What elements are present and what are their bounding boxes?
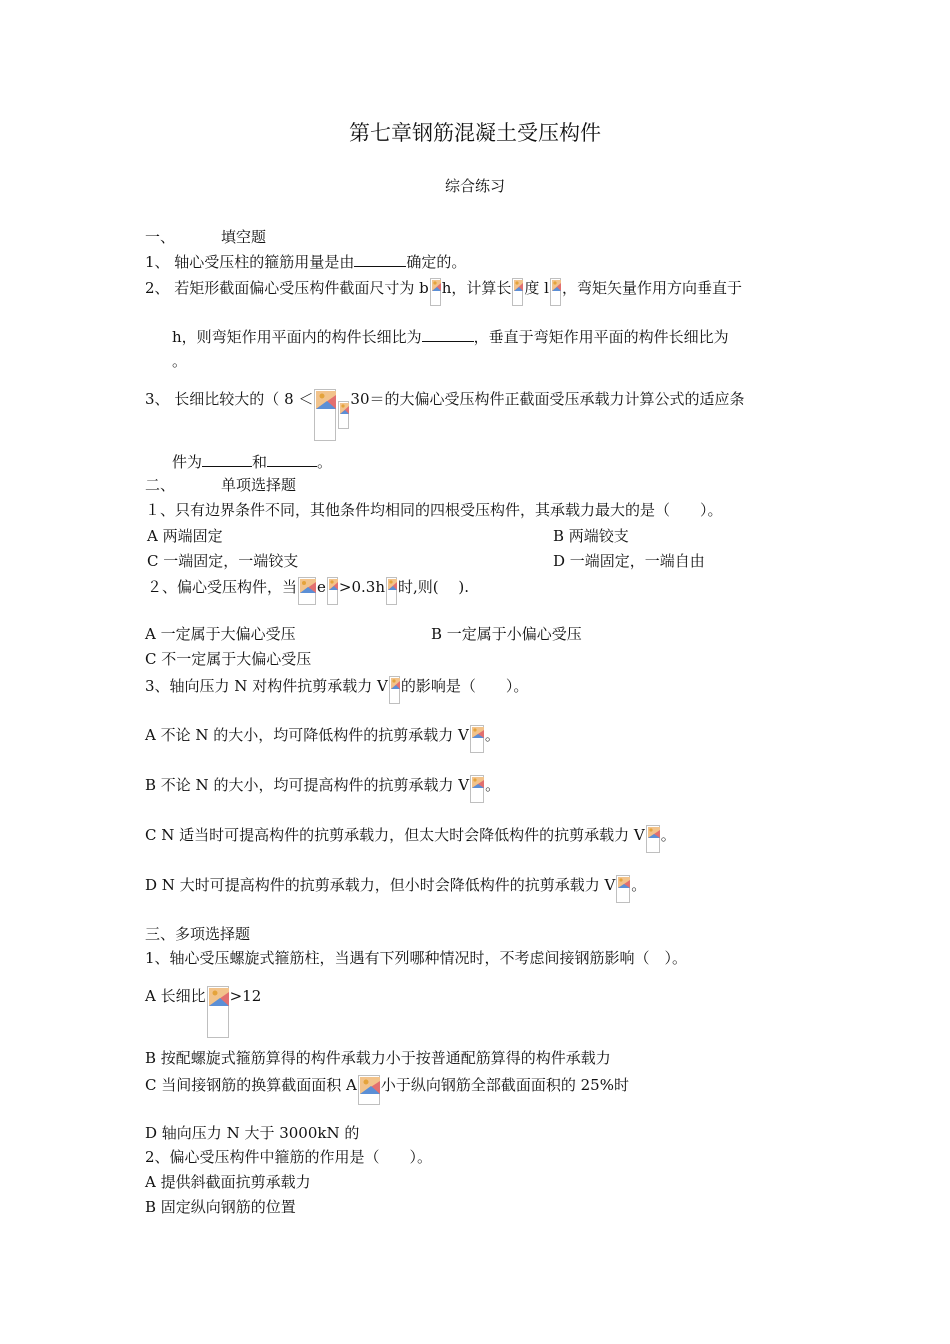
blank-line xyxy=(354,251,406,267)
period: 。 xyxy=(484,726,500,744)
section-1-heading xyxy=(145,227,266,247)
s1-q3-text-b: 30＝的大偏心受压构件正截面受压承载力计算公式的适应条 xyxy=(350,390,745,408)
broken-image-icon xyxy=(512,278,523,306)
s3-q2-option-a: A 提供斜截面抗剪承载力 xyxy=(145,1173,311,1191)
s1-q1 xyxy=(145,251,466,272)
broken-image-icon xyxy=(314,389,336,441)
s1-q3-line1 xyxy=(145,389,745,441)
broken-image-icon xyxy=(358,1075,380,1105)
s1-q3-text: 3、 长细比较大的（ 8 ＜ xyxy=(145,390,314,408)
page-subtitle: 综合练习 xyxy=(444,177,505,195)
broken-image-icon xyxy=(298,577,316,605)
s1-q2-text-b: h，计算长 xyxy=(441,279,512,297)
s2-q3-option-b xyxy=(145,775,500,803)
s1-q2-text: 2、 若矩形截面偏心受压构件截面尺寸为 b xyxy=(145,279,429,297)
s1-q3-line2 xyxy=(172,451,332,472)
s1-q2-line2 xyxy=(172,326,729,347)
s2-q3-text: 3、轴向压力 N 对构件抗剪承载力 V xyxy=(145,677,388,695)
s1-q1-text: 1、 轴心受压柱的箍筋用量是由 xyxy=(145,253,355,271)
s2-q2-text: ２、偏心受压构件，当 xyxy=(147,578,298,596)
s2-q3-option-d-text: D N 大时可提高构件的抗剪承载力，但小时会降低构件的抗剪承载力 V xyxy=(145,876,616,894)
s3-q1-option-c-text: C 当间接钢筋的换算截面面积 A xyxy=(145,1076,357,1094)
s3-q1-option-c xyxy=(145,1075,629,1105)
s2-q3-option-d xyxy=(145,875,646,903)
broken-image-icon xyxy=(327,577,338,605)
section-2-number: 二、 xyxy=(145,476,176,494)
s2-q1-stem: １、只有边界条件不同，其他条件均相同的四根受压构件，其承载力最大的是（ ）。 xyxy=(145,501,723,519)
broken-image-icon xyxy=(338,401,349,429)
section-3-heading: 三、多项选择题 xyxy=(145,925,251,943)
blank-line xyxy=(422,326,474,342)
section-1-number: 一、 xyxy=(145,228,176,246)
section-2-heading xyxy=(145,475,296,495)
s3-q1-option-a-text-b: >12 xyxy=(229,987,262,1005)
s2-q3-text-b: 的影响是（ ）。 xyxy=(400,677,529,695)
broken-image-icon xyxy=(550,278,561,306)
s3-q1-option-b: B 按配螺旋式箍筋算得的构件承载力小于按普通配筋算得的构件承载力 xyxy=(145,1049,611,1067)
s2-q3-stem xyxy=(145,676,528,704)
broken-image-icon xyxy=(470,775,484,803)
s2-q2-text-b: e xyxy=(317,578,326,596)
s1-q2-text-d: ，弯矩矢量作用方向垂直于 xyxy=(561,279,742,297)
section-2-title: 单项选择题 xyxy=(221,476,297,494)
s2-q1-option-d: D 一端固定，一端自由 xyxy=(553,552,705,570)
s2-q1-option-a: A 两端固定 xyxy=(147,527,223,545)
s3-q1-option-c-text-b: 小于纵向钢筋全部截面面积的 25%时 xyxy=(380,1076,629,1094)
broken-image-icon xyxy=(470,725,484,753)
s3-q1-option-d: D 轴向压力 N 大于 3000kN 的 xyxy=(145,1124,360,1142)
s2-q2-option-c: C 不一定属于大偏心受压 xyxy=(145,650,312,668)
s1-q2-text-line2a: h，则弯矩作用平面内的构件长细比为 xyxy=(172,328,422,346)
blank-line xyxy=(202,451,252,467)
blank-line xyxy=(267,451,317,467)
s2-q2-option-a: A 一定属于大偏心受压 xyxy=(145,625,296,643)
broken-image-icon xyxy=(430,278,441,306)
s2-q3-option-c-text: C N 适当时可提高构件的抗剪承载力，但太大时会降低构件的抗剪承载力 V xyxy=(145,826,645,844)
period: 。 xyxy=(631,876,647,894)
section-1-title: 填空题 xyxy=(221,228,267,246)
broken-image-icon xyxy=(389,676,400,704)
s2-q2-option-b: B 一定属于小偏心受压 xyxy=(431,625,582,643)
period: 。 xyxy=(485,776,501,794)
s2-q1-option-c: C 一端固定，一端铰支 xyxy=(147,552,299,570)
s2-q3-option-a xyxy=(145,725,500,753)
s1-q2-text-c: 度 l xyxy=(524,279,549,297)
s2-q2-stem xyxy=(147,577,469,605)
s2-q3-option-a-text: A 不论 N 的大小，均可降低构件的抗剪承载力 V xyxy=(145,726,469,744)
s3-q1-option-a xyxy=(145,986,261,1038)
s1-q2-text-line2b: ，垂直于弯矩作用平面的构件长细比为 xyxy=(473,328,729,346)
page-title: 第七章钢筋混凝土受压构件 xyxy=(349,121,601,145)
broken-image-icon xyxy=(616,875,630,903)
s1-q2-line3: 。 xyxy=(172,352,188,370)
broken-image-icon xyxy=(386,577,397,605)
s1-q1-text-end: 确定的。 xyxy=(406,253,467,271)
s3-q2-stem: 2、偏心受压构件中箍筋的作用是（ ）。 xyxy=(145,1148,433,1166)
s2-q1-option-b: B 两端铰支 xyxy=(553,527,629,545)
s1-q3-text-line2b: 和 xyxy=(252,453,268,471)
s1-q2-line1 xyxy=(145,278,742,306)
s3-q2-option-b: B 固定纵向钢筋的位置 xyxy=(145,1198,296,1216)
broken-image-icon xyxy=(207,986,229,1038)
s2-q2-text-d: 时,则( ). xyxy=(398,578,470,596)
s1-q3-text-line2a: 件为 xyxy=(172,453,203,471)
s2-q2-text-c: >0.3h xyxy=(338,578,385,596)
s1-q3-text-line2c: 。 xyxy=(317,453,333,471)
broken-image-icon xyxy=(646,825,660,853)
s2-q3-option-c xyxy=(145,825,676,853)
period: 。 xyxy=(660,826,676,844)
s3-q1-option-a-text: A 长细比 xyxy=(145,987,206,1005)
s2-q3-option-b-text: B 不论 N 的大小，均可提高构件的抗剪承载力 V xyxy=(145,776,470,794)
s3-q1-stem: 1、轴心受压螺旋式箍筋柱，当遇有下列哪种情况时，不考虑间接钢筋影响（ ）。 xyxy=(145,949,688,967)
